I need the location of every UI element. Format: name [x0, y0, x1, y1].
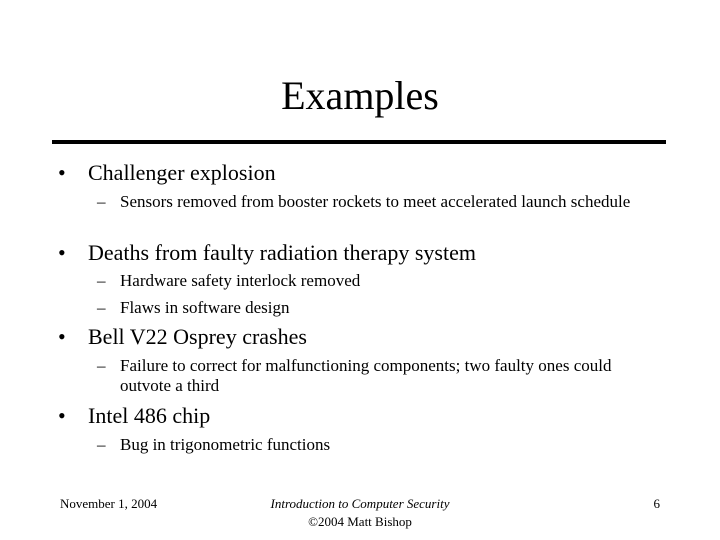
bullet-text: Bell V22 Osprey crashes: [88, 324, 307, 349]
bullet-challenger: [58, 160, 276, 186]
subitem-text: Bug in trigonometric functions: [120, 435, 331, 454]
dash-marker: –: [97, 356, 106, 375]
dash-marker: –: [97, 435, 106, 454]
bullet-radiation-therapy: [58, 240, 476, 266]
footer-copyright: ©2004 Matt Bishop: [308, 514, 412, 529]
bullet-marker: •: [58, 324, 66, 349]
subitem-text: Sensors removed from booster rockets to meet accelerated launch schedule: [120, 192, 631, 211]
bullet-text: Intel 486 chip: [88, 403, 211, 428]
subitem-text: Flaws in software design: [120, 298, 290, 317]
bullet-text: Deaths from faulty radiation therapy system: [88, 240, 476, 265]
bullet-marker: •: [58, 160, 66, 185]
bullet-text: Challenger explosion: [88, 160, 276, 185]
footer-course-info: [210, 495, 510, 531]
footer-page-number: 6: [653, 496, 660, 511]
bullet-osprey-crashes: [58, 324, 307, 350]
dash-marker: –: [97, 192, 106, 211]
subitem-interlock-removed: [97, 271, 657, 291]
subitem-challenger-sensors: [97, 192, 657, 212]
subitem-trig-bug: [97, 435, 657, 455]
footer-course-title: Introduction to Computer Security: [270, 496, 450, 511]
bullet-intel-486: [58, 403, 210, 429]
bullet-marker: •: [58, 240, 66, 265]
title-divider: [52, 140, 666, 144]
subitem-text: Failure to correct for malfunctioning components; two faulty ones could outvote a third: [120, 356, 612, 395]
subitem-text: Hardware safety interlock removed: [120, 271, 361, 290]
bullet-marker: •: [58, 403, 66, 428]
dash-marker: –: [97, 298, 106, 317]
subitem-software-flaws: [97, 298, 657, 318]
dash-marker: –: [97, 271, 106, 290]
slide-title: Examples: [281, 73, 439, 118]
subitem-faulty-components: [97, 356, 657, 396]
footer-date: November 1, 2004: [60, 496, 158, 511]
